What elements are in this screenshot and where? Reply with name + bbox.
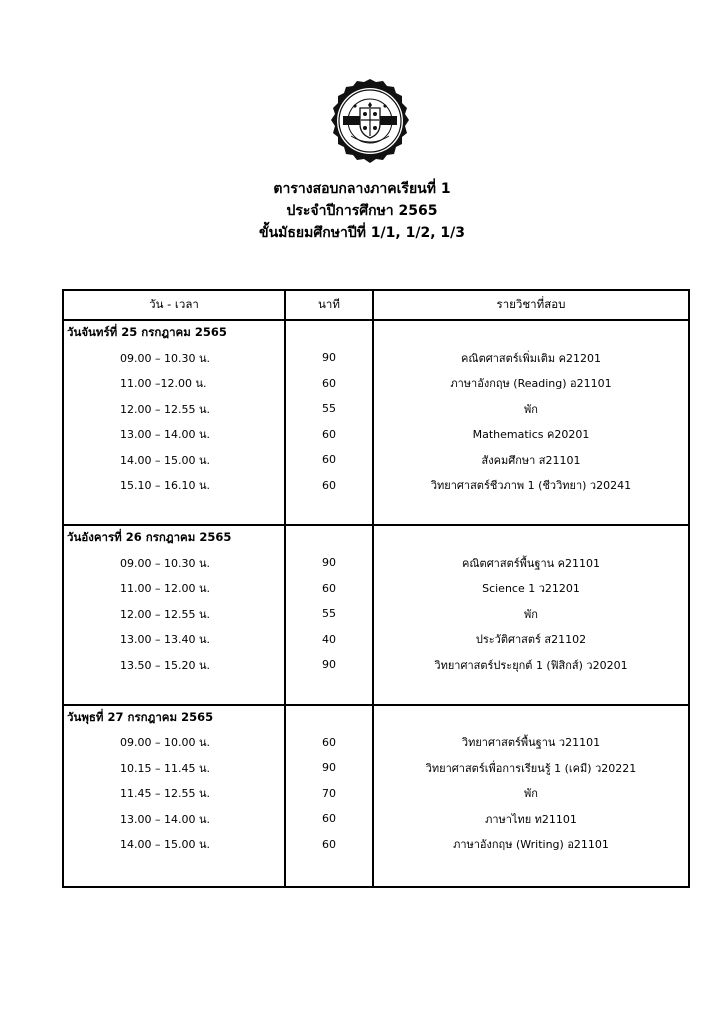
day-label: วันพุธที่ 27 กรกฎาคม 2565 [63,705,285,730]
slot-time: 13.00 – 14.00 น. [63,806,285,832]
table-row [63,396,689,422]
day-row-wednesday [63,705,689,730]
header-subject: รายวิชาที่สอบ [373,290,689,320]
slot-time: 09.00 – 10.30 น. [63,550,285,576]
table-row [63,473,689,499]
table-row [63,806,689,832]
slot-time: 09.00 – 10.30 น. [63,345,285,371]
table-row [63,371,689,397]
slot-subject: คณิตศาสตร์พื้นฐาน ค21101 [373,550,689,576]
table-row [63,652,689,678]
slot-subject: ประวัติศาสตร์ ส21102 [373,627,689,653]
slot-minutes: 60 [285,730,373,756]
slot-minutes: 60 [285,832,373,858]
slot-subject: พัก [373,601,689,627]
slot-time: 11.00 – 12.00 น. [63,576,285,602]
table-row [63,576,689,602]
slot-subject: วิทยาศาสตร์เพื่อการเรียนรู้ 1 (เคมี) ว20221 [373,755,689,781]
exam-schedule-table [62,289,690,888]
table-row [63,422,689,448]
table-row [63,832,689,858]
slot-time: 09.00 – 10.00 น. [63,730,285,756]
table-bottom-row [63,857,689,887]
slot-subject: วิทยาศาสตร์ประยุกต์ 1 (ฟิสิกส์) ว20201 [373,652,689,678]
slot-subject: คณิตศาสตร์เพิ่มเติม ค21201 [373,345,689,371]
slot-minutes: 55 [285,601,373,627]
slot-minutes: 60 [285,806,373,832]
academic-year-title: ประจำปีการศึกษา 2565 [286,203,438,219]
slot-time: 13.50 – 15.20 น. [63,652,285,678]
slot-minutes: 60 [285,576,373,602]
slot-minutes: 60 [285,422,373,448]
slot-subject: พัก [373,396,689,422]
slot-time: 11.00 –12.00 น. [63,371,285,397]
slot-time: 12.00 – 12.55 น. [63,601,285,627]
slot-time: 13.00 – 14.00 น. [63,422,285,448]
slot-time: 14.00 – 15.00 น. [63,832,285,858]
table-row [63,601,689,627]
slot-subject: ภาษาอังกฤษ (Writing) อ21101 [373,832,689,858]
slot-subject: ภาษาอังกฤษ (Reading) อ21101 [373,371,689,397]
slot-minutes: 60 [285,447,373,473]
table-row [63,345,689,371]
slot-minutes: 60 [285,473,373,499]
day-label: วันอังคารที่ 26 กรกฎาคม 2565 [63,525,285,550]
slot-time: 10.15 – 11.45 น. [63,755,285,781]
slot-minutes: 55 [285,396,373,422]
slot-subject: สังคมศึกษา ส21101 [373,447,689,473]
slot-minutes: 90 [285,345,373,371]
table-row [63,550,689,576]
slot-subject: พัก [373,781,689,807]
slot-subject: ภาษาไทย ท21101 [373,806,689,832]
slot-time: 12.00 – 12.55 น. [63,396,285,422]
table-row [63,755,689,781]
table-row [63,627,689,653]
slot-subject: Mathematics ค20201 [373,422,689,448]
slot-time: 11.45 – 12.55 น. [63,781,285,807]
header-minutes: นาที [285,290,373,320]
slot-minutes: 60 [285,371,373,397]
slot-minutes: 90 [285,755,373,781]
slot-minutes: 90 [285,550,373,576]
table-row [63,730,689,756]
header-day-time: วัน - เวลา [63,290,285,320]
day-separator-row [63,498,689,525]
slot-minutes: 40 [285,627,373,653]
table-row [63,781,689,807]
table-header-row [63,290,689,320]
document-title-block [0,178,724,244]
day-row-monday [63,320,689,345]
slot-time: 13.00 – 13.40 น. [63,627,285,653]
slot-time: 14.00 – 15.00 น. [63,447,285,473]
slot-subject: Science 1 ว21201 [373,576,689,602]
school-seal-logo [327,78,413,164]
slot-minutes: 70 [285,781,373,807]
slot-time: 15.10 – 16.10 น. [63,473,285,499]
slot-minutes: 90 [285,652,373,678]
day-label: วันจันทร์ที่ 25 กรกฎาคม 2565 [63,320,285,345]
slot-subject: วิทยาศาสตร์พื้นฐาน ว21101 [373,730,689,756]
table-row [63,447,689,473]
slot-subject: วิทยาศาสตร์ชีวภาพ 1 (ชีววิทยา) ว20241 [373,473,689,499]
day-row-tuesday [63,525,689,550]
exam-schedule-title: ตารางสอบกลางภาคเรียนที่ 1 [273,181,451,197]
day-separator-row [63,678,689,705]
grade-level-title: ขั้นมัธยมศึกษาปีที่ 1/1, 1/2, 1/3 [259,225,465,241]
